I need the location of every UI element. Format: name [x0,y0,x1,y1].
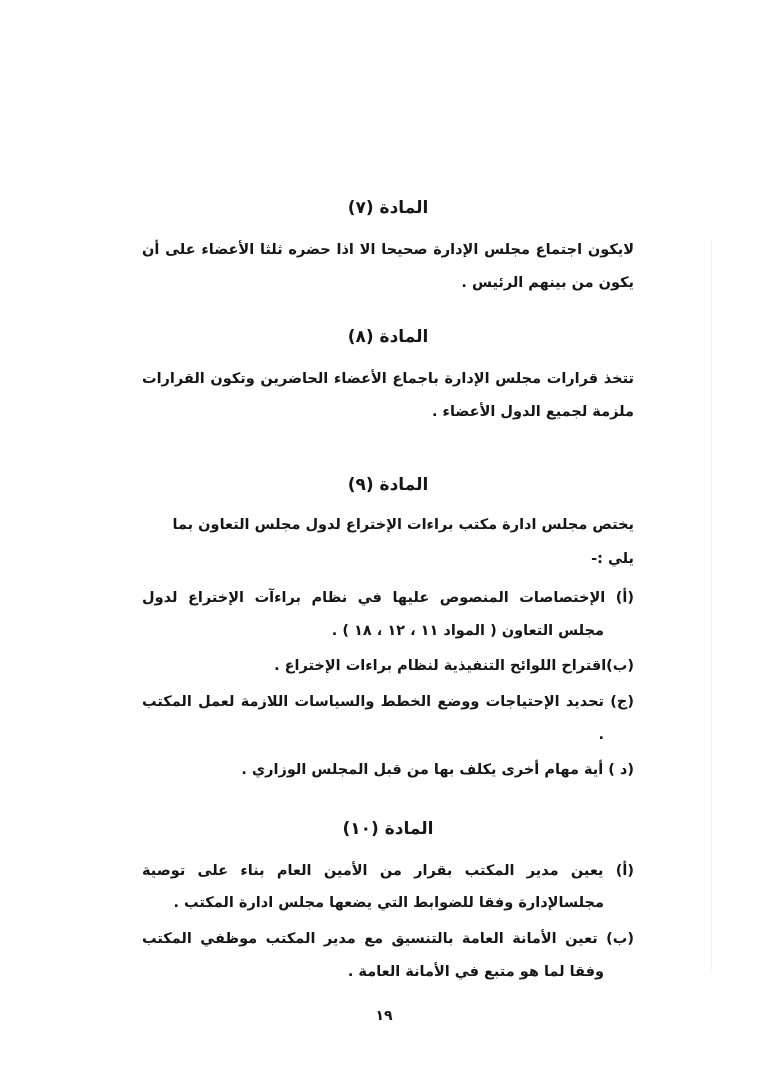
article-9-item-d: (د ) أية مهام أخرى يكلف بها من قبل المجلس الوزاري . [241,762,634,779]
article-9-title: المادة (٩) [347,475,429,496]
article-8-paragraph: تتخذ قرارات مجلس الإدارة باجماع الأعضاء الحاضرين وتكون القرارات ملزمة لجميع الدول الأعضاء . [142,370,634,421]
document-content [142,198,634,991]
article-7 [142,198,634,301]
article-9-intro: يختص مجلس ادارة مكتب براءات الإختراع لدول مجلس التعاون بما يلي :- [172,517,634,567]
article-9-item-b: (ب)اقتراح اللوائح التنفيذية لنظام براءات الإختراع . [274,658,634,675]
article-9-item-c: (ج) تحديد الإحتياجات ووضع الخطط والسياسات اللازمة لعمل المكتب . [142,693,634,743]
article-8 [142,327,634,430]
article-7-title: المادة (٧) [347,198,429,218]
article-7-paragraph: لايكون اجتماع مجلس الإدارة صحيحا الا اذا حضره ثلثا الأعضاء على أن يكون من بينهم الرئيس . [142,242,634,292]
article-8-title: المادة (٨) [347,326,429,347]
page-number: ١٩ [375,1008,393,1024]
article-10-item-b: (ب) تعين الأمانة العامة بالتنسيق مع مدير المكتب موظفي المكتب وفقا لما هو متبع في الأمانة العامة . [142,931,634,980]
article-10 [142,819,634,989]
article-9-item-a: (أ) الإختصاصات المنصوص عليها في نظام براءآت الإختراع لدول مجلس التعاون ( المواد ١١ ، ١٢ ، ١٨ ) . [142,590,634,639]
article-9 [142,475,634,786]
article-10-title: المادة (١٠) [342,818,434,839]
article-10-item-a: (أ) يعين مدير المكتب بقرار من الأمين العام بناء على توصية مجلسالإدارة وفقا للضوابط التي يضعها مجلس ادارة المكتب . [142,862,634,912]
scan-artifact-line [711,240,712,970]
